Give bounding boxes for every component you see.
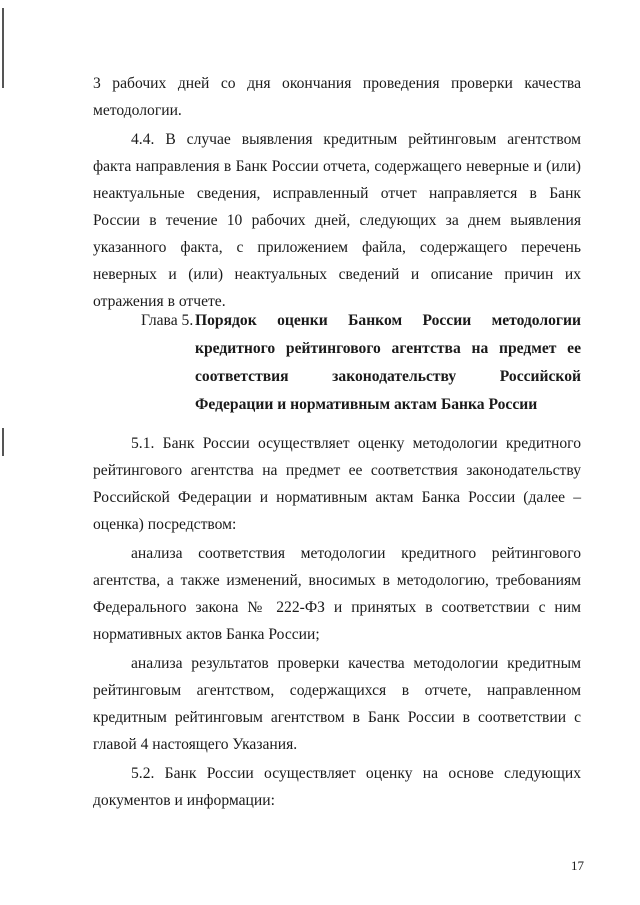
page-number: 17 — [571, 858, 584, 873]
list-item: анализа соответствия методологии кредитного рейтингового агентства, а также изменений, вносимых в методологию, требованиям Федерального закона № 222-ФЗ и принятых в соответствии с ним нормативных актов Банка России; — [93, 545, 581, 643]
paragraph-5-1: 5.1. Банк России осуществляет оценку методологии кредитного рейтингового агентства на предмет ее соответствия законодательству Российской Федерации и нормативным актам Банка России (далее – оценка) посредством: — [93, 435, 581, 533]
chapter-title: Порядок оценки Банком России методологии кредитного рейтингового агентства на предмет ее соответствия законодательству Российской Федерации и нормативным актам Банка России — [195, 312, 581, 413]
paragraph-4-4: 4.4. В случае выявления кредитным рейтинговым агентством факта направления в Банк России отчета, содержащего неверные и (или) неактуальные сведения, исправленный отчет направляется в Банк России в течение 10 рабочих дней, следующих за днем выявления указанного факта, с приложением файла, содержащего перечень неверных и (или) неактуальных сведений и описание причин их отражения в отчете. — [93, 131, 581, 310]
chapter-label: Глава 5. — [141, 312, 194, 329]
body-section-bottom — [93, 430, 581, 814]
continuation-paragraph: 3 рабочих дней со дня окончания проведения проверки качества методологии. — [93, 75, 581, 119]
chapter-heading — [93, 307, 581, 419]
list-item: анализа результатов проверки качества методологии кредитным рейтинговым агентством, содержащихся в отчете, направленном кредитным рейтинговым агентством в Банк России в соответствии с главой 4 настоящего Указания. — [93, 655, 581, 753]
scan-edge-mark — [2, 8, 4, 88]
scan-edge-mark — [2, 428, 4, 456]
body-section-top — [93, 70, 581, 315]
paragraph-5-2: 5.2. Банк России осуществляет оценку на основе следующих документов и информации: — [93, 765, 581, 809]
